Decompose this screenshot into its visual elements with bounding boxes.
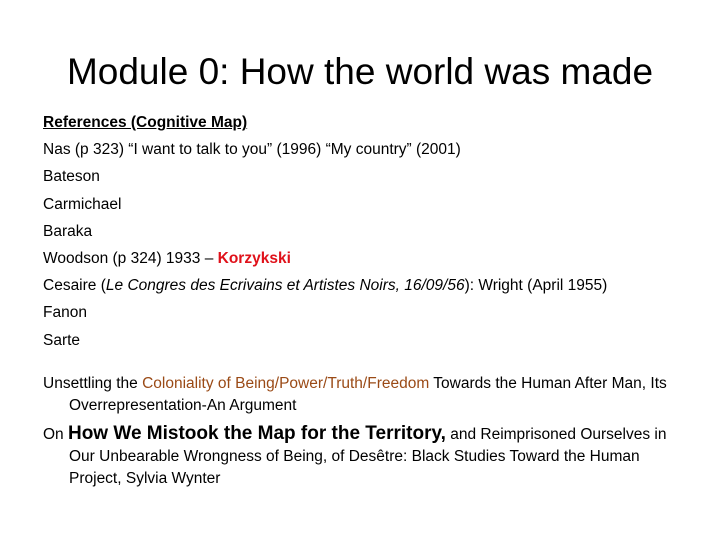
paragraph2-after: and Reimprisoned Ourselves in Our Unbearable Wrongness of Being, of Desêtre: Black Studies Toward the Human Project, Sylvia Wynter [69,425,667,487]
reference-carmichael: Carmichael [43,195,122,213]
paragraph-unsettling [43,373,693,417]
cesaire-prefix: Cesaire ( [43,277,106,295]
woodson-text: Woodson (p 324) 1933 – [43,249,218,267]
korzykski-highlight: Korzykski [217,249,291,267]
paragraph2-before: On [43,425,68,443]
map-territory-emphasis: How We Mistook the Map for the Territory, [67,422,446,444]
coloniality-highlight: Coloniality of Being/Power/Truth/Freedom [142,374,430,392]
spacer [43,354,693,373]
reference-baraka: Baraka [43,222,93,240]
references-list [43,109,693,490]
paragraph-map-territory [43,423,693,490]
cesaire-suffix: ): Wright (April 1955) [464,277,608,295]
reference-fanon: Fanon [43,304,87,322]
reference-nas: Nas (p 323) “I want to talk to you” (1996) “My country” (2001) [43,141,461,159]
reference-woodson [43,245,693,272]
paragraph1-before: Unsettling the [43,374,143,392]
references-heading: References (Cognitive Map) [43,114,248,131]
reference-bateson: Bateson [43,168,100,186]
cesaire-italic-title: Le Congres des Ecrivains et Artistes Noirs, 16/09/56 [105,277,465,295]
reference-cesaire [43,272,693,299]
slide-title: Module 0: How the world was made [66,51,654,92]
reference-sarte: Sarte [43,331,81,349]
paragraph1-after: Towards the Human After Man, Its Overrepresentation-An Argument [69,374,667,414]
